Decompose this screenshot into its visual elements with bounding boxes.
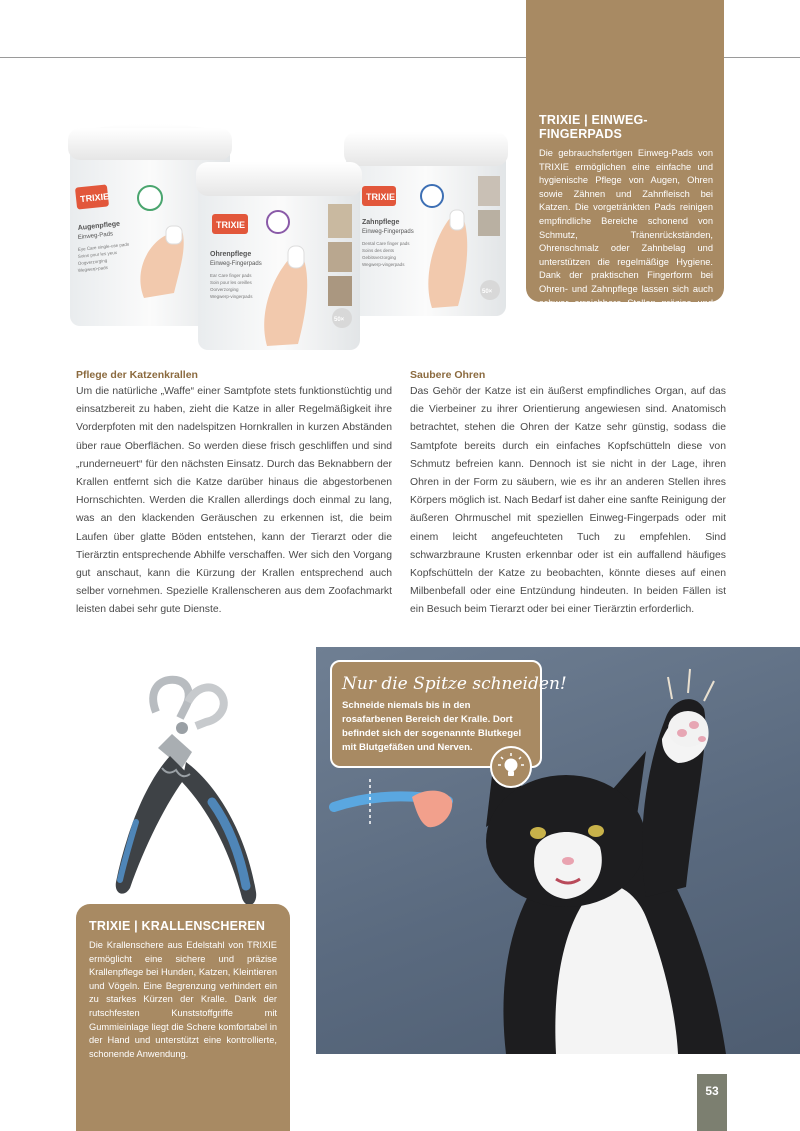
jar3-badge: 50× (482, 289, 493, 295)
right-column (410, 369, 726, 620)
tip-text-bold: niemals (387, 700, 424, 711)
jar3-brand: TRIXIE (366, 192, 396, 202)
left-column (76, 369, 392, 620)
pads-box-text: Die gebrauchsfertigen Einweg-Pads von TRIXIE ermöglichen eine einfache und hygienische Pflege von Augen, Ohren sowie Zähnen und Zahnfleisch bei Katzen. Die vorgetränkten Pads reinigen empfindliche Bereiche schonend von Schmutz, Tränenrückständen, Ohrenschmalz oder Zahnbelag und unterstützen die regelmäßige Hygiene. Dank der praktischen Fingerform bei Ohren- und Zahnpflege lassen sich auch schwer erreichbare Stellen präzise und komfortabel reinigen. (539, 148, 713, 322)
jar1-line-2: Soins pour les yeux (77, 249, 118, 259)
scissors-info-box (76, 904, 290, 1131)
fingerpads-product-image (62, 118, 522, 350)
page-number: 53 (705, 1084, 719, 1098)
jar2-line-3: Oorverzorging (210, 287, 239, 292)
jar1-line-3: Oogverzorging (77, 257, 108, 266)
jar3-line-3: Gebitsverzorging (362, 255, 397, 260)
jar3-sub: Einweg-Fingerpads (362, 229, 414, 235)
page-number-tab (697, 1074, 727, 1131)
jar-ear-care (196, 162, 362, 350)
jar3-line-4: Wegwerp-vingerpads (362, 262, 405, 267)
pads-info-box (526, 0, 724, 322)
jar3-line-2: Soins des dents (362, 248, 395, 253)
jar2-brand: TRIXIE (216, 220, 246, 230)
jar1-sub: Einweg-Pads (77, 231, 114, 241)
jar2-sub: Einweg-Fingerpads (210, 261, 262, 267)
jar1-line-4: Wegwerp-pads (77, 264, 109, 273)
lightbulb-icon (490, 746, 532, 788)
left-column-heading: Pflege der Katzenkrallen (76, 369, 198, 381)
jar3-name: Zahnpflege (362, 219, 400, 226)
jar1-line-1: Eye Care single-use pads (77, 241, 130, 252)
jar2-name: Ohrenpflege (210, 251, 252, 258)
jar1-brand: TRIXIE (79, 191, 110, 205)
scissors-box-title: TRIXIE | KRALLENSCHEREN (89, 919, 266, 933)
pads-box-title: TRIXIE | EINWEG-FINGERPADS (539, 113, 648, 141)
jar-dental-care (344, 132, 508, 316)
jar2-line-2: Soin pour les oreilles (210, 280, 252, 285)
jar3-line-1: Dental Care finger pads (362, 241, 410, 246)
jar2-badge: 50× (334, 317, 345, 323)
tip-text-after: bis in den rosafarbenen Bereich der Kralle. Dort befindet sich der sogenannte Blutkegel mit Blutgefäßen und Nerven. (342, 700, 522, 753)
right-column-text: Das Gehör der Katze ist ein äußerst empfindliches Organ, auf das die Vierbeiner zu ihrer Orientierung angewiesen sind. Anatomisch betrachtet, stehen die Ohren der Katze sehr günstig, sodass die Samtpfote bereits durch ein einfaches Kopfschütteln diese von Schmutz befreien kann. Dennoch ist sie nicht in der Lage, ihren Ohren in der Form zu säubern, wie es ihr an anderen Stellen ihres Körpers möglich ist. Nach Bedarf ist daher eine sanfte Reinigung der äußeren Ohrmuschel mit speziellen Einweg-Fingerpads oder mit einem leicht angefeuchteten Tuch zu empfehlen. Sind schwarzbraune Krusten erkennbar oder ist ein auffallend häufiges Kopfschütteln der Katze zu beobachten, könnte dieses auf einen Milbenbefall oder eine Entzündung hindeuten. In beiden Fällen ist ein Besuch beim Tierarzt oder bei einer Tierärztin erforderlich. (410, 386, 726, 616)
jar2-line-4: Wegwerp-vingerpads (210, 294, 253, 299)
jar2-line-1: Ear Care finger pads (210, 273, 252, 278)
tip-title: Nur die Spitze schneiden! (342, 674, 567, 694)
tip-text (342, 699, 530, 755)
tip-text-before: Schneide (342, 700, 388, 711)
scissors-box-text: Die Krallenschere aus Edelstahl von TRIXIE ermöglicht eine sichere und präzise Krallenpflege bei Hunden, Katzen, Kleintieren und Vögeln. Eine Begrenzung verhindert ein zu starkes Kürzen der Kralle. Dank der rutschfesten Kunststoffgriffe mit Gummieinlage liegt die Schere komfortabel in der Hand und unterstützt eine kontrollierte, schonende Anwendung. (89, 940, 277, 1059)
right-column-heading: Saubere Ohren (410, 369, 486, 381)
jar1-name: Augenpflege (77, 220, 121, 232)
nail-clipper-image (96, 672, 276, 924)
left-column-text: Um die natürliche „Waffe“ einer Samtpfote stets funktionstüchtig und einsatzbereit zu haben, zieht die Katze in aller Regelmäßigkeit ihre Vorderpfoten mit den nadelspitzen Hornkrallen in kurzen Abständen über raue Oberflächen. So werden diese frisch geschliffen und sind „runderneuert“ für den nächsten Einsatz. Durch das Beknabbern der Krallen entfernt sich die Katze darüber hinaus die abgestorbenen Hornschichten. Werden die Krallen allerdings doch einmal zu lang, was an den klackenden Geräuschen zu erkennen ist, die beim Laufen über glatte Böden entstehen, kann der Tierarzt oder die Tierärztin entsprechende Abhilfe verschaffen. Wer sich den Vorgang gut anschaut, kann die Kürzung der Krallen entsprechend auch selber vornehmen. Spezielle Krallenscheren aus dem Zoofachmarkt leisten dabei sehr gute Dienste. (76, 386, 392, 616)
